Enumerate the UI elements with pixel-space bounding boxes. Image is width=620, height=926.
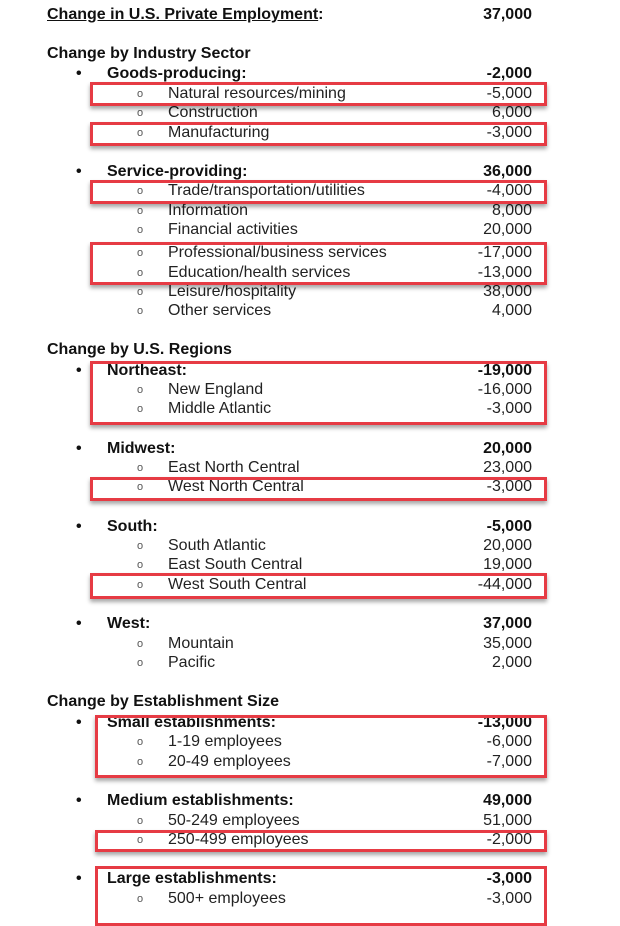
category-row (0, 162, 620, 182)
sub-row (0, 220, 620, 240)
bullet-icon: • (76, 362, 82, 379)
sub-row (0, 653, 620, 673)
sub-row (0, 84, 620, 104)
circle-bullet-icon: o (137, 88, 144, 100)
sub-label: 1-19 employees (168, 733, 282, 750)
sub-row (0, 458, 620, 478)
page-title (47, 5, 324, 25)
sub-value: -3,000 (486, 478, 532, 495)
sub-value: 51,000 (483, 812, 532, 829)
sub-value: 6,000 (491, 104, 532, 121)
sub-label: Mountain (168, 635, 234, 652)
sub-row (0, 282, 620, 302)
circle-bullet-icon: o (137, 893, 144, 905)
section-heading-size (0, 692, 620, 712)
title-label: Change in U.S. Private Employment (47, 6, 319, 23)
sub-row (0, 830, 620, 850)
sub-value: 19,000 (483, 556, 532, 573)
sub-label: Leisure/hospitality (168, 283, 297, 300)
sub-value: -6,000 (486, 733, 532, 750)
category-row (0, 361, 620, 381)
bullet-icon: • (76, 714, 82, 731)
sub-label: Manufacturing (168, 124, 270, 141)
sub-value: -13,000 (477, 264, 532, 281)
sub-value: 2,000 (491, 654, 532, 671)
sub-value: -3,000 (486, 890, 532, 907)
circle-bullet-icon: o (137, 834, 144, 846)
circle-bullet-icon: o (137, 638, 144, 650)
circle-bullet-icon: o (137, 815, 144, 827)
circle-bullet-icon: o (137, 540, 144, 552)
category-label: Northeast: (107, 362, 188, 379)
circle-bullet-icon: o (137, 481, 144, 493)
category-value: -19,000 (477, 362, 532, 379)
circle-bullet-icon: o (137, 403, 144, 415)
sub-row (0, 123, 620, 143)
industry-heading: Change by Industry Sector (47, 45, 251, 62)
circle-bullet-icon: o (137, 559, 144, 571)
category-value: 20,000 (483, 440, 532, 457)
category-row (0, 869, 620, 889)
sub-row (0, 263, 620, 283)
sub-label: Natural resources/mining (168, 85, 346, 102)
sub-label: Education/health services (168, 264, 351, 281)
bullet-icon: • (76, 65, 82, 82)
circle-bullet-icon: o (137, 107, 144, 119)
category-row (0, 791, 620, 811)
sub-value: 38,000 (483, 283, 532, 300)
sub-row (0, 889, 620, 909)
sub-label: New England (168, 381, 264, 398)
sub-value: -5,000 (486, 85, 532, 102)
sub-label: Financial activities (168, 221, 298, 238)
sub-label: Pacific (168, 654, 216, 671)
category-value: 49,000 (483, 792, 532, 809)
circle-bullet-icon: o (137, 205, 144, 217)
circle-bullet-icon: o (137, 305, 144, 317)
category-value: -5,000 (486, 518, 532, 535)
category-row (0, 439, 620, 459)
category-label: Service-providing: (107, 163, 248, 180)
category-label: Medium establishments: (107, 792, 294, 809)
bullet-icon: • (76, 615, 82, 632)
sub-value: -16,000 (477, 381, 532, 398)
sub-value: 23,000 (483, 459, 532, 476)
sub-label: West South Central (168, 576, 307, 593)
bullet-icon: • (76, 518, 82, 535)
sub-label: Trade/transportation/utilities (168, 182, 365, 199)
sub-value: -3,000 (486, 400, 532, 417)
section-heading-industry (0, 44, 620, 64)
sub-value: -7,000 (486, 753, 532, 770)
sub-label: West North Central (168, 478, 304, 495)
sub-row (0, 477, 620, 497)
sub-label: Information (168, 202, 249, 219)
sub-row (0, 536, 620, 556)
title-colon: : (318, 6, 324, 23)
sub-value: 8,000 (491, 202, 532, 219)
sub-row (0, 732, 620, 752)
circle-bullet-icon: o (137, 267, 144, 279)
bullet-icon: • (76, 792, 82, 809)
sub-label: 20-49 employees (168, 753, 291, 770)
sub-row (0, 243, 620, 263)
sub-label: South Atlantic (168, 537, 266, 554)
sub-row (0, 399, 620, 419)
sub-value: 4,000 (491, 302, 532, 319)
circle-bullet-icon: o (137, 736, 144, 748)
category-value: 36,000 (483, 163, 532, 180)
category-row (0, 517, 620, 537)
category-value: -3,000 (486, 870, 532, 887)
sub-row (0, 201, 620, 221)
sub-row (0, 181, 620, 201)
sub-value: 35,000 (483, 635, 532, 652)
sub-label: Other services (168, 302, 272, 319)
sub-value: -2,000 (486, 831, 532, 848)
circle-bullet-icon: o (137, 462, 144, 474)
sub-label: East South Central (168, 556, 303, 573)
section-heading-regions (0, 340, 620, 360)
category-label: Large establishments: (107, 870, 277, 887)
circle-bullet-icon: o (137, 127, 144, 139)
sub-value: 20,000 (483, 537, 532, 554)
category-row (0, 614, 620, 634)
sub-label: 50-249 employees (168, 812, 300, 829)
total-value: 37,000 (483, 6, 532, 23)
circle-bullet-icon: o (137, 286, 144, 298)
sub-label: Professional/business services (168, 244, 387, 261)
category-label: West: (107, 615, 151, 632)
sub-row (0, 555, 620, 575)
category-label: Goods-producing: (107, 65, 247, 82)
circle-bullet-icon: o (137, 384, 144, 396)
sub-row (0, 301, 620, 321)
sub-row (0, 811, 620, 831)
sub-value: -44,000 (477, 576, 532, 593)
bullet-icon: • (76, 870, 82, 887)
sub-row (0, 380, 620, 400)
regions-heading: Change by U.S. Regions (47, 341, 232, 358)
sub-label: 500+ employees (168, 890, 286, 907)
sub-row (0, 103, 620, 123)
bullet-icon: • (76, 163, 82, 180)
category-value: -13,000 (477, 714, 532, 731)
category-label: Small establishments: (107, 714, 276, 731)
category-value: -2,000 (486, 65, 532, 82)
circle-bullet-icon: o (137, 756, 144, 768)
sub-row (0, 575, 620, 595)
bullet-icon: • (76, 440, 82, 457)
size-heading: Change by Establishment Size (47, 693, 280, 710)
total-row (0, 5, 620, 25)
sub-label: East North Central (168, 459, 300, 476)
sub-value: -17,000 (477, 244, 532, 261)
sub-value: -3,000 (486, 124, 532, 141)
circle-bullet-icon: o (137, 657, 144, 669)
sub-label: Middle Atlantic (168, 400, 272, 417)
category-label: South: (107, 518, 158, 535)
sub-row (0, 634, 620, 654)
category-label: Midwest: (107, 440, 176, 457)
circle-bullet-icon: o (137, 185, 144, 197)
sub-label: 250-499 employees (168, 831, 309, 848)
category-row (0, 64, 620, 84)
sub-row (0, 752, 620, 772)
sub-value: 20,000 (483, 221, 532, 238)
circle-bullet-icon: o (137, 247, 144, 259)
circle-bullet-icon: o (137, 579, 144, 591)
circle-bullet-icon: o (137, 224, 144, 236)
sub-label: Construction (168, 104, 258, 121)
sub-value: -4,000 (486, 182, 532, 199)
category-value: 37,000 (483, 615, 532, 632)
category-row (0, 713, 620, 733)
